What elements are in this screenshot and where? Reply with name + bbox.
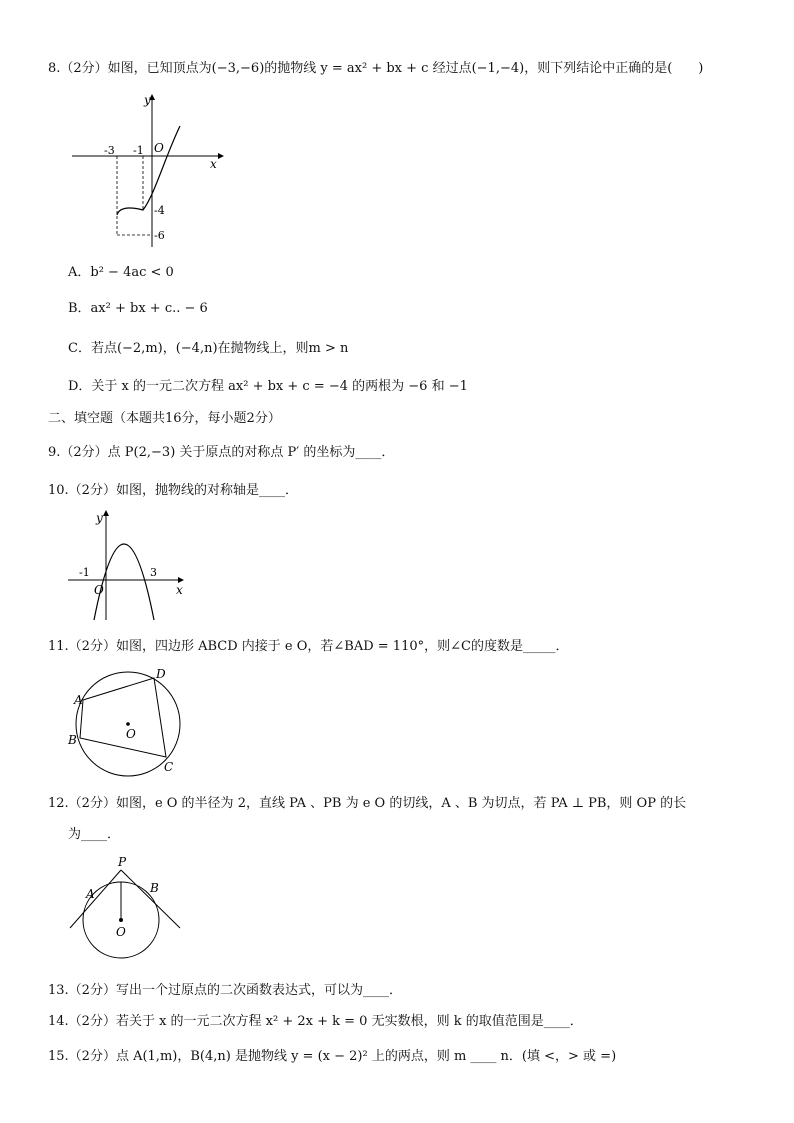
q10-parabola-figure (66, 508, 190, 624)
question-12-stem-line2: 为____． (68, 827, 121, 842)
question-10-stem: 10.（2分）如图，抛物线的对称轴是____． (48, 483, 298, 498)
q12-tangent-figure (66, 852, 190, 972)
q11-circle-figure (66, 664, 190, 780)
q12-point-p: P (118, 855, 127, 869)
q8-x-axis-label: x (210, 157, 217, 171)
question-8-stem: 8.（2分）如图，已知顶点为(−3,−6)的抛物线 y = ax² + bx + c 经过点(−1,−4)，则下列结论中正确的是( ) (48, 61, 704, 76)
q8-tick-neg6: -6 (154, 229, 165, 242)
question-9: 9.（2分）点 P(2,−3) 关于原点的对称点 P′ 的坐标为____． (48, 445, 395, 460)
q12-point-b: B (150, 881, 159, 895)
question-15: 15.（2分）点 A(1,m)，B(4,n) 是抛物线 y = (x − 2)² 上的两点，则 m ____ n．(填 <，> 或 =) (48, 1049, 617, 1064)
q8-tick-neg4: -4 (154, 204, 165, 217)
section-2-heading: 二、填空题（本题共16分，每小题2分） (48, 411, 281, 426)
q10-origin-label: O (94, 583, 104, 597)
q8-y-axis-label: y (144, 93, 151, 107)
q11-center-o: O (126, 727, 136, 741)
q12-center-o: O (116, 925, 126, 939)
question-11-stem: 11.（2分）如图，四边形 ABCD 内接于 e O，若∠BAD = 110°，则∠C的度数是_____． (48, 639, 569, 654)
question-12-stem-line1: 12.（2分）如图，e O 的半径为 2，直线 PA 、PB 为 e O 的切线，A 、B 为切点，若 PA ⊥ PB，则 OP 的长 (48, 796, 687, 811)
q10-tick-3: 3 (150, 566, 157, 579)
q11-point-a: A (74, 693, 83, 707)
q10-x-axis-label: x (176, 583, 183, 597)
q10-tick-neg1: -1 (79, 566, 90, 579)
q10-y-axis-label: y (96, 511, 103, 525)
question-13: 13.（2分）写出一个过原点的二次函数表达式，可以为____． (48, 983, 402, 998)
q11-point-c: C (164, 760, 174, 774)
q8-option-d: D．关于 x 的一元二次方程 ax² + bx + c = −4 的两根为 −6 和 −1 (68, 379, 468, 394)
q8-option-b: B．ax² + bx + c.. − 6 (68, 301, 208, 316)
q12-point-a: A (86, 887, 95, 901)
q11-point-b: B (68, 733, 77, 747)
q8-parabola-figure (70, 92, 230, 252)
q8-option-c: C．若点(−2,m)，(−4,n)在抛物线上，则m > n (68, 341, 349, 356)
question-14: 14.（2分）若关于 x 的一元二次方程 x² + 2x + k = 0 无实数根，则 k 的取值范围是____． (48, 1014, 583, 1029)
q11-point-d: D (156, 667, 166, 681)
q8-tick-neg1: -1 (133, 144, 144, 157)
q8-tick-neg3: -3 (104, 144, 115, 157)
q8-origin-label: O (154, 141, 164, 155)
q8-option-a: A．b² − 4ac < 0 (68, 265, 174, 280)
